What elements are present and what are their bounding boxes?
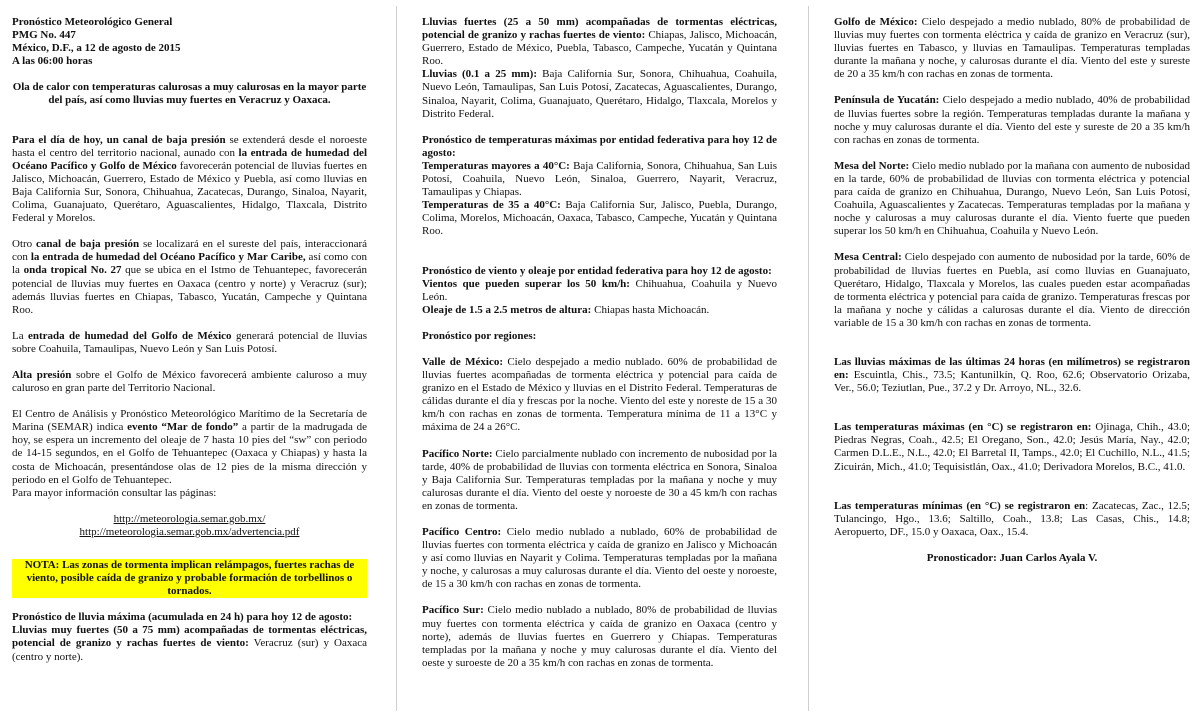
p3-text-c: generará potencial de lluvias sobre Coahuila, Tamaulipas, Nuevo León y San Luis Potosí. xyxy=(12,329,368,355)
wind-label: Vientos que pueden superar los 50 km/h: xyxy=(422,277,630,290)
vm-text: Cielo despejado a medio nublado. 60% de probabilidad de lluvias fuertes acompañadas de tormenta eléctrica y potencial para caída de granizo en el Estado de México y lluvias en el Distrito Federal. Temperaturas de cálidas durante el día y frescas por la noche. Viento del este y noreste de 15 a 30 km/h con rachas en zonas de tormenta. Temperatura mínima de 11 a 13°C y máxima de 24 a 26°C. xyxy=(422,355,778,434)
pc-label: Pacífico Centro: xyxy=(422,526,502,538)
p5-bold-b: evento “Mar de fondo” xyxy=(127,421,239,434)
wind-forecast-title: Pronóstico de viento y oleaje por entidad federativa para hoy 12 de agosto: xyxy=(422,264,772,277)
nota-highlight: NOTA: Las zonas de tormenta implican relámpagos, fuertes rachas de viento, posible caída de granizo y probable formación de torbellinos o tornados. xyxy=(12,559,367,598)
paragraph-otro-canal xyxy=(12,238,367,317)
temp40-states: Baja California, Sonora, Chihuahua, San Luis Potosí, Coahuila, Nuevo León, Sinaloa, Guerrero, Nayarit, Veracruz, Tamaulipas y Chiapas. xyxy=(422,159,778,199)
doc-title: Pronóstico Meteorológico General xyxy=(12,16,173,28)
paragraph-semar xyxy=(12,408,367,487)
p2-bold-d: la entrada de humedad del Océano Pacífico y Mar Caribe, xyxy=(30,251,306,264)
doc-number: PMG No. 447 xyxy=(12,29,76,42)
column-middle xyxy=(422,16,777,683)
rain-l-range: (0.1 a 25 mm): xyxy=(456,68,537,81)
doc-date: México, D.F., a 12 de agosto de 2015 xyxy=(12,42,181,55)
rain-f-states: Chiapas, Jalisco, Michoacán, Guerrero, Estado de México, Puebla, Tabasco, Campeche, Yucatán y Quintana Roo. xyxy=(422,29,777,68)
p1-text-d: favorecerán potencial de lluvias fuertes en Jalisco, Michoacán, Guerrero, Estado de México y Puebla, así como lluvias en Baja California Sur, Sonora, Chihuahua, Zacatecas, Durango, Sinaloa, Nayarit, Colima, Guanajuato, Querétaro, Aguascalientes, Hidalgo, Tlaxcala, Distrito Federal y Morelos. xyxy=(12,159,367,225)
rain-mf-states: Veracruz (sur) y Oaxaca (centro y norte). xyxy=(12,637,367,663)
region-pacifico-sur xyxy=(422,604,777,669)
temp-mayores-40 xyxy=(422,160,777,199)
p2-text-a: Otro xyxy=(12,238,37,251)
mn-label: Mesa del Norte: xyxy=(834,159,910,172)
p4-bold-a: Alta presión xyxy=(12,368,72,381)
column-right xyxy=(834,16,1190,578)
p3-bold-b: entrada de humedad del Golfo de México xyxy=(28,329,232,342)
rmax-label: Las lluvias máximas de las últimas 24 horas (en milímetros) se registraron en: xyxy=(834,355,1190,382)
headline: Ola de calor con temperaturas calurosas a muy calurosas en la mayor parte del país, así como lluvias muy fuertes en Veracruz y Oaxaca. xyxy=(12,81,367,107)
p3-text-a: La xyxy=(12,329,28,342)
rain-muy-fuertes xyxy=(12,624,367,663)
pc-text: Cielo medio nublado a nublado, 60% de probabilidad de lluvias fuertes con tormenta eléctrica y caída de granizo en Jalisco y Michoacán y así como lluvias en Nayarit y Colima. Temperaturas templadas por la mañana y noche, y calurosas a muy calurosas durante el día. Viento del oeste y noroeste, de 15 a 30 km/h con rachas en zonas de tormenta. xyxy=(422,526,778,591)
wind-50kmh xyxy=(422,278,777,304)
rmax-values: Escuintla, Chis., 73.5; Kantunilkín, Q. Roo, 62.6; Observatorio Orizaba, Ver., 56.0; Teziutlan, Pue., 37.2 y Dr. Arroyo, NL., 32.6. xyxy=(834,369,1190,395)
wave-region: Chiapas hasta Michoacán. xyxy=(591,303,710,316)
max-temp-observed xyxy=(834,421,1190,473)
links-block xyxy=(12,513,367,539)
region-mesa-norte xyxy=(834,160,1190,239)
p2-bold-f: onda tropical No. 27 xyxy=(23,264,122,277)
region-valle-mexico xyxy=(422,356,777,435)
wave-label: Oleaje de 1.5 a 2.5 metros de altura: xyxy=(422,303,592,316)
p4-text-b: sobre el Golfo de México favorecerá ambiente caluroso a muy caluroso en gran parte del Territorio Nacional. xyxy=(12,368,367,395)
region-peninsula-yucatan xyxy=(834,94,1190,146)
paragraph-baja-presion xyxy=(12,134,367,226)
tmax-label: Las temperaturas máximas (en °C) se registraron en: xyxy=(834,421,1092,434)
region-pacifico-centro xyxy=(422,526,777,591)
temp-forecast-title: Pronóstico de temperaturas máximas por entidad federativa para hoy 12 de agosto: xyxy=(422,133,777,159)
wind-states: Chihuahua, Coahuila y Nuevo León. xyxy=(422,277,777,303)
p2-bold-b: canal de baja presión xyxy=(36,238,140,251)
paragraph-alta-presion xyxy=(12,369,367,395)
py-text: Cielo despejado a medio nublado, 40% de probabilidad de lluvias fuertes sobre la región. Temperaturas templadas durante la mañana y noche y muy calurosas durante el día. Viento del este y sureste de 20 a 35 km/h con rachas en zonas de tormenta. xyxy=(834,94,1190,146)
link-semar-home[interactable]: http://meteorologia.semar.gob.mx/ xyxy=(113,512,266,525)
region-pacifico-norte xyxy=(422,448,777,513)
column-left xyxy=(12,16,367,677)
mc-text: Cielo despejado con aumento de nubosidad por la tarde, 60% de probabilidad de lluvias fuertes en Puebla, así como lluvias en Guanajuato, Querétaro, Hidalgo, Tlaxcala y Morelos, las cuales pueden estar acompañadas de tormenta eléctrica y potencial para caída de granizo. Temperaturas frescas por la mañana y noche y cálidas a calurosas durante el día. Viento de dirección variable de 15 a 30 km/h con rachas en zonas de tormenta. xyxy=(834,251,1190,329)
vm-label: Valle de México: xyxy=(422,355,503,368)
ps-text: Cielo medio nublado a nublado, 80% de probabilidad de lluvias muy fuertes con tormenta eléctrica y caída de granizo en Oaxaca (centro y norte), además de lluvias fuertes en Guerrero y Chiapas. Temperaturas templadas por la mañana y noche y muy calurosas durante el día. Viento del oeste y suroeste de 20 a 35 km/h con rachas en zonas de tormenta. xyxy=(422,604,777,669)
gm-label: Golfo de México: xyxy=(834,16,918,28)
document-header xyxy=(12,16,367,68)
wave-height xyxy=(422,304,777,317)
py-label: Península de Yucatán: xyxy=(834,94,940,107)
tmax-values: Ojinaga, Chih., 43.0; Piedras Negras, Coah., 42.5; El Oregano, Son., 42.0; Jesús María, Nay., 42.0; Carmen D.L.E., N.L., 42.0; El Barretal II, Tamps., 42.0; El Cuchillo, N.L., 41.5; Zicuirán, Mich., 41.0; Tequisistlán, Oax., 41.0; Derivadora Morelos, B.C., 41.0. xyxy=(834,421,1191,473)
region-mesa-central xyxy=(834,251,1190,330)
temp35-states: Baja California Sur, Jalisco, Puebla, Durango, Colima, Morelos, Michoacán, Oaxaca, Tabasco, Campeche, Yucatán y Quintana Roo. xyxy=(422,199,777,238)
ps-label: Pacífico Sur: xyxy=(422,604,484,617)
column-divider-right xyxy=(808,6,809,711)
min-temp-observed xyxy=(834,500,1190,539)
p5-text-c: a partir de la madrugada de hoy, se espera un incremento del oleaje de 7 hasta 10 pies del “sw” con periodo de 14-15 segundos, en el Golfo de Tehuantepec (Oaxaca y Chiapas) y hasta la costa de Michoacán, presentándose olas de 12 pies de la misma dirección y periodo en el Golfo de Tehuantepec. xyxy=(12,421,367,486)
link-semar-advertencia[interactable]: http://meteorologia.semar.gob.mx/advertencia.pdf xyxy=(79,525,300,538)
rain-fuertes xyxy=(422,16,777,68)
rain-f-label: Lluvias fuertes (25 a 50 mm) acompañadas de tormentas eléctricas, potencial de granizo y rachas fuertes de viento: xyxy=(422,16,777,42)
p2-text-g: que se ubica en el Istmo de Tehuantepec, favorecerán potencial de lluvias muy fuertes en Oaxaca (centro y norte) y Veracruz (sur); además lluvias fuertes en Chiapas, Tabasco, Yucatán, Campeche y Quintana Roo. xyxy=(12,264,367,316)
max-rain-observed xyxy=(834,356,1190,395)
forecaster-signature: Pronosticador: Juan Carlos Ayala V. xyxy=(926,551,1098,564)
temp35-label: Temperaturas de 35 a 40°C: xyxy=(422,199,561,212)
rain-l-states: Baja California Sur, Sonora, Chihuahua, Coahuila, Nuevo León, Tamaulipas, San Luis Potosí, Zacatecas, Aguascalientes, Durango, Sinaloa, Nayarit, Colima, Guanajuato, Querétaro, Hidalgo, Tlaxcala, Morelos y Distrito Federal. xyxy=(422,68,777,120)
p2-text-e: así como con la xyxy=(12,251,368,277)
rain-mf-label: Lluvias muy fuertes (50 a 75 mm) acompañadas de tormentas eléctricas, potencial de granizo y rachas fuertes de viento: xyxy=(12,624,367,650)
mc-label: Mesa Central: xyxy=(834,251,902,264)
tmin-values: : Zacatecas, Zac., 12.5; Tulancingo, Hgo., 13.6; Saltillo, Coah., 13.8; Las Casas, Chis., 14.8; Aeropuerto, DF., 15.0 y Oaxaca, Oax., 15.4. xyxy=(834,499,1190,538)
temp-35-40 xyxy=(422,199,777,238)
gm-text: Cielo despejado a medio nublado, 80% de probabilidad de lluvias muy fuertes con tormenta eléctrica y caída de granizo en Veracruz (sur), lluvias fuertes en Tabasco, y lluvias en Tamaulipas. Temperaturas templadas durante la mañana y noche, y calurosas durante el día. Viento del este y sureste de 20 a 35 km/h con rachas en zonas de tormenta. xyxy=(834,16,1190,81)
doc-time: A las 06:00 horas xyxy=(12,55,93,68)
p5-text-a: El Centro de Análisis y Pronóstico Meteorológico Marítimo de la Secretaría de Marina (SEMAR) indica xyxy=(12,408,367,434)
p1-bold-c: la entrada de humedad del Océano Pacífico y Golfo de México xyxy=(12,146,367,172)
paragraph-mas-info: Para mayor información consultar las páginas: xyxy=(12,486,217,499)
temp40-label: Temperaturas mayores a 40°C: xyxy=(422,159,570,172)
paragraph-golfo-humedad xyxy=(12,330,367,356)
tmin-label: Las temperaturas mínimas (en °C) se registraron en xyxy=(834,499,1086,512)
p1-bold-a: Para el día de hoy, un canal de baja presión xyxy=(12,133,226,146)
column-divider-left xyxy=(396,6,397,711)
pn-label: Pacífico Norte: xyxy=(422,447,493,460)
pn-text: Cielo parcialmente nublado con incremento de nubosidad por la tarde, 40% de probabilidad de lluvias con tormenta eléctrica en Sonora, Sinaloa y Baja California Sur. Temperaturas templadas por la mañana y noche y muy calurosas durante el día. Viento del oeste y noroeste de 30 a 45 km/h con rachas en zonas de tormenta. xyxy=(422,447,778,512)
rain-l-label: Lluvias xyxy=(422,68,457,81)
p1-text-b: se extenderá desde el noroeste hasta el centro del territorio nacional, aunado con xyxy=(12,133,367,159)
regions-title: Pronóstico por regiones: xyxy=(422,329,537,342)
rain-forecast-title: Pronóstico de lluvia máxima (acumulada en 24 h) para hoy 12 de agosto: xyxy=(12,611,353,624)
mn-text: Cielo medio nublado por la mañana con aumento de nubosidad en la tarde, 60% de probabilidad de lluvias con tormenta eléctrica y potencial para caída de granizo en Chihuahua, Durango, Nuevo León, San Luis Potosí, Coahuila, Aguascalientes y Zacatecas. Temperaturas templadas por la mañana y noche y calurosas a muy calurosas durante el día. Viento fuerte que pueden superar los 50 km/h en Chihuahua, Coahuila y Nuevo León. xyxy=(834,159,1191,238)
nota-block xyxy=(12,559,367,598)
rain-lluvias xyxy=(422,68,777,120)
region-golfo-mexico xyxy=(834,16,1190,81)
p2-text-c: se localizará en el sureste del país, interaccionará con xyxy=(12,238,367,264)
